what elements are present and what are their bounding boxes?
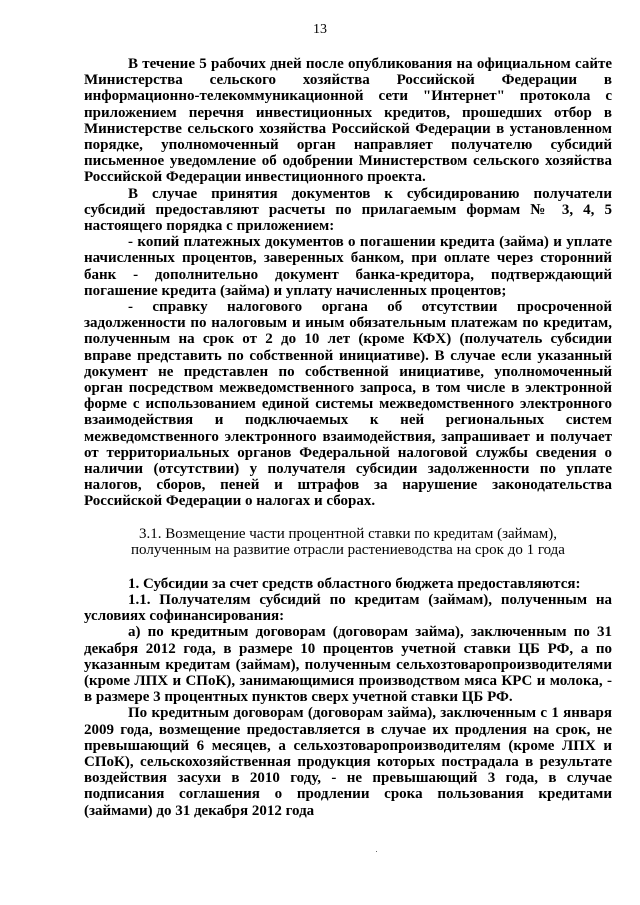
- section-heading-line-2: полученным на развитие отрасли растениеводства на срок до 1 года: [131, 542, 565, 559]
- section-heading: [84, 526, 612, 559]
- document-body: [84, 56, 612, 819]
- paragraph-tax-certificate: - справку налогового органа об отсутствии просроченной задолженности по налоговым и иным обязательным платежам по кредитам, полученным на срок от 2 до 10 лет (кроме КФХ) (получатель субсидии вправе представить по собственной инициативе). В случае если указанный документ не представлен по собственной инициативе, уполномоченный орган посредством межведомственного запроса, в том числе в электронной форме с использованием единой системы межведомственного электронного взаимодействия и подключаемых к ней региональных систем межведомственного электронного взаимодействия, запрашивает и получает от территориальных органов Федеральной налоговой службы сведения о наличии (отсутствии) у получателя субсидии задолженности по уплате налогов, сборов, пеней и штрафов за нарушение законодательства Российской Федерации о налогах и сборах.: [84, 299, 612, 510]
- paragraph-credit-agreements: а) по кредитным договорам (договорам займа), заключенным по 31 декабря 2012 года, в размере 10 процентов учетной ставки ЦБ РФ, а по указанным кредитам (займам), полученным сельхозтоваропроизводителями (кроме ЛПХ и СПоК), занимающимися производством мяса КРС и молока, - в размере 3 процентных пунктов сверх учетной ставки ЦБ РФ.: [84, 624, 612, 706]
- scan-speck: [376, 851, 377, 852]
- paragraph-payment-copies: - копий платежных документов о погашении кредита (займа) и уплате начисленных процентов, заверенных банком, при оплате через сторонний банк - дополнительно документ банка-кредитора, подтверждающий погашение кредита (займа) и уплату начисленных процентов;: [84, 234, 612, 299]
- section-heading-line-1: 3.1. Возмещение части процентной ставки по кредитам (займам),: [139, 525, 557, 542]
- page-number: 13: [313, 22, 327, 37]
- paragraph-extension: По кредитным договорам (договорам займа), заключенным с 1 января 2009 года, возмещение предоставляется в случае их продления на срок, не превышающий 6 месяцев, а сельхозтоваропроизводителям (кроме ЛПХ и СПоК), сельскохозяйственная продукция которых пострадала в результате воздействия засухи в 2010 году, - не превышающий 3 года, в случае подписания соглашения о продлении срока пользования кредитами (займами) до 31 декабря 2012 года: [84, 705, 612, 819]
- paragraph-cofinancing: 1.1. Получателям субсидий по кредитам (займам), полученным на условиях софинансирования:: [84, 591, 612, 625]
- paragraph-notification: В течение 5 рабочих дней после опубликования на официальном сайте Министерства сельского хозяйства Российской Федерации в информационно-телекоммуникационной сети "Интернет" протокола с приложением перечня инвестиционных кредитов, прошедших отбор в Министерстве сельского хозяйства Российской Федерации в установленном порядке, уполномоченный орган направляет получателю субсидий письменное уведомление об одобрении Министерством сельского хозяйства Российской Федерации инвестиционного проекта.: [84, 56, 612, 186]
- paragraph-documents: В случае принятия документов к субсидированию получатели субсидий предоставляют расчеты по прилагаемым формам № 3, 4, 5 настоящего порядка с приложением:: [84, 185, 612, 235]
- paragraph-subsidies-provided: 1. Субсидии за счет средств областного бюджета предоставляются:: [128, 575, 581, 592]
